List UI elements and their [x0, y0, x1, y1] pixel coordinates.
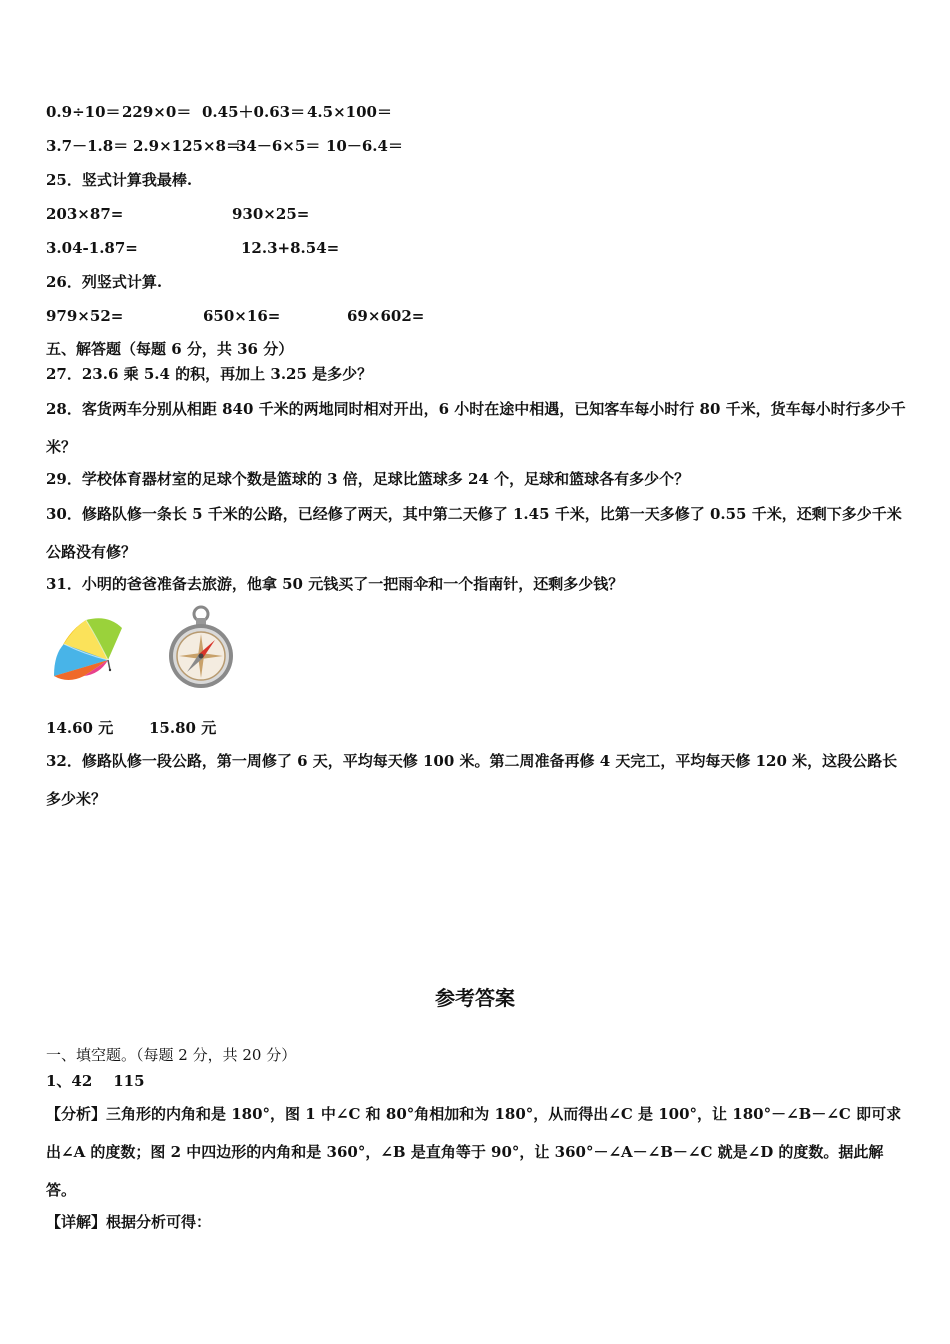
q25-item-3: 3.04-1.87= [46, 239, 138, 257]
q26-item-2: 650×16= [203, 307, 281, 325]
oral-calc-6: 2.9×125×8＝ [133, 137, 241, 155]
answers-title: 参考答案 [435, 986, 515, 1010]
q27: 27．23.6 乘 5.4 的积，再加上 3.25 是多少？ [46, 365, 373, 383]
detail-label: 【详解】 [46, 1213, 107, 1231]
oral-calc-4: 4.5×100＝ [307, 103, 392, 121]
q25-item-2: 930×25= [232, 205, 310, 223]
analysis-text: 三角形的内角和是 180°，图 1 中∠C 和 80°角相加和为 180°，从而得出∠C 是 100°，让 180°－∠B－∠C 即可求出∠A 的度数；图 2 中四边形的内角和是 360°，∠B 是直角等于 90°，让 360°－∠A－∠B－∠C 就是∠D 的度数。据此解答。 [46, 1105, 902, 1199]
q32: 32．修路队修一段公路，第一周修了 6 天，平均每天修 100 米。第二周准备再修 4 天完工，平均每天修 120 米，这段公路长多少米？ [46, 752, 898, 808]
oral-calc-2: 229×0＝ [122, 103, 192, 121]
oral-calc-7: 34－6×5＝ [236, 137, 321, 155]
analysis-label: 【分析】 [46, 1105, 107, 1123]
umbrella-price: 14.60 元 [46, 719, 114, 737]
umbrella-image [50, 610, 126, 688]
oral-calc-5: 3.7－1.8＝ [46, 137, 129, 155]
q25-item-1: 203×87= [46, 205, 124, 223]
oral-calc-8: 10－6.4＝ [326, 137, 403, 155]
compass-price: 15.80 元 [149, 719, 217, 737]
detail-text: 根据分析可得： [106, 1213, 212, 1231]
analysis-paragraph [46, 1095, 908, 1209]
detail-paragraph [46, 1212, 211, 1232]
q25-item-4: 12.3+8.54= [241, 239, 340, 257]
q26-item-1: 979×52= [46, 307, 124, 325]
q31: 31．小明的爸爸准备去旅游，他拿 50 元钱买了一把雨伞和一个指南针，还剩多少钱？ [46, 575, 624, 593]
q26-item-3: 69×602= [347, 307, 425, 325]
oral-calc-3: 0.45＋0.63＝ [202, 103, 306, 121]
q26-title: 26．列竖式计算. [46, 273, 163, 291]
q30: 30．修路队修一条长 5 千米的公路，已经修了两天，其中第二天修了 1.45 千米，比第一天多修了 0.55 千米，还剩下多少千米公路没有修？ [46, 505, 902, 561]
q28: 28．客货两车分别从相距 840 千米的两地同时相对开出，6 小时在途中相遇，已知客车每小时行 80 千米，货车每小时行多少千米？ [46, 400, 906, 456]
oral-calc-1: 0.9÷10＝ [46, 103, 121, 121]
answers-section1-heading: 一、填空题。（每题 2 分，共 20 分） [46, 1046, 297, 1064]
q29: 29．学校体育器材室的足球个数是篮球的 3 倍，足球比篮球多 24 个，足球和篮球各有多少个？ [46, 470, 690, 488]
section5-heading: 五、解答题（每题 6 分，共 36 分） [46, 340, 294, 358]
compass-image [164, 604, 242, 692]
q25-title: 25．竖式计算我最棒. [46, 171, 193, 189]
answer-1: 1、42 115 [46, 1072, 145, 1090]
